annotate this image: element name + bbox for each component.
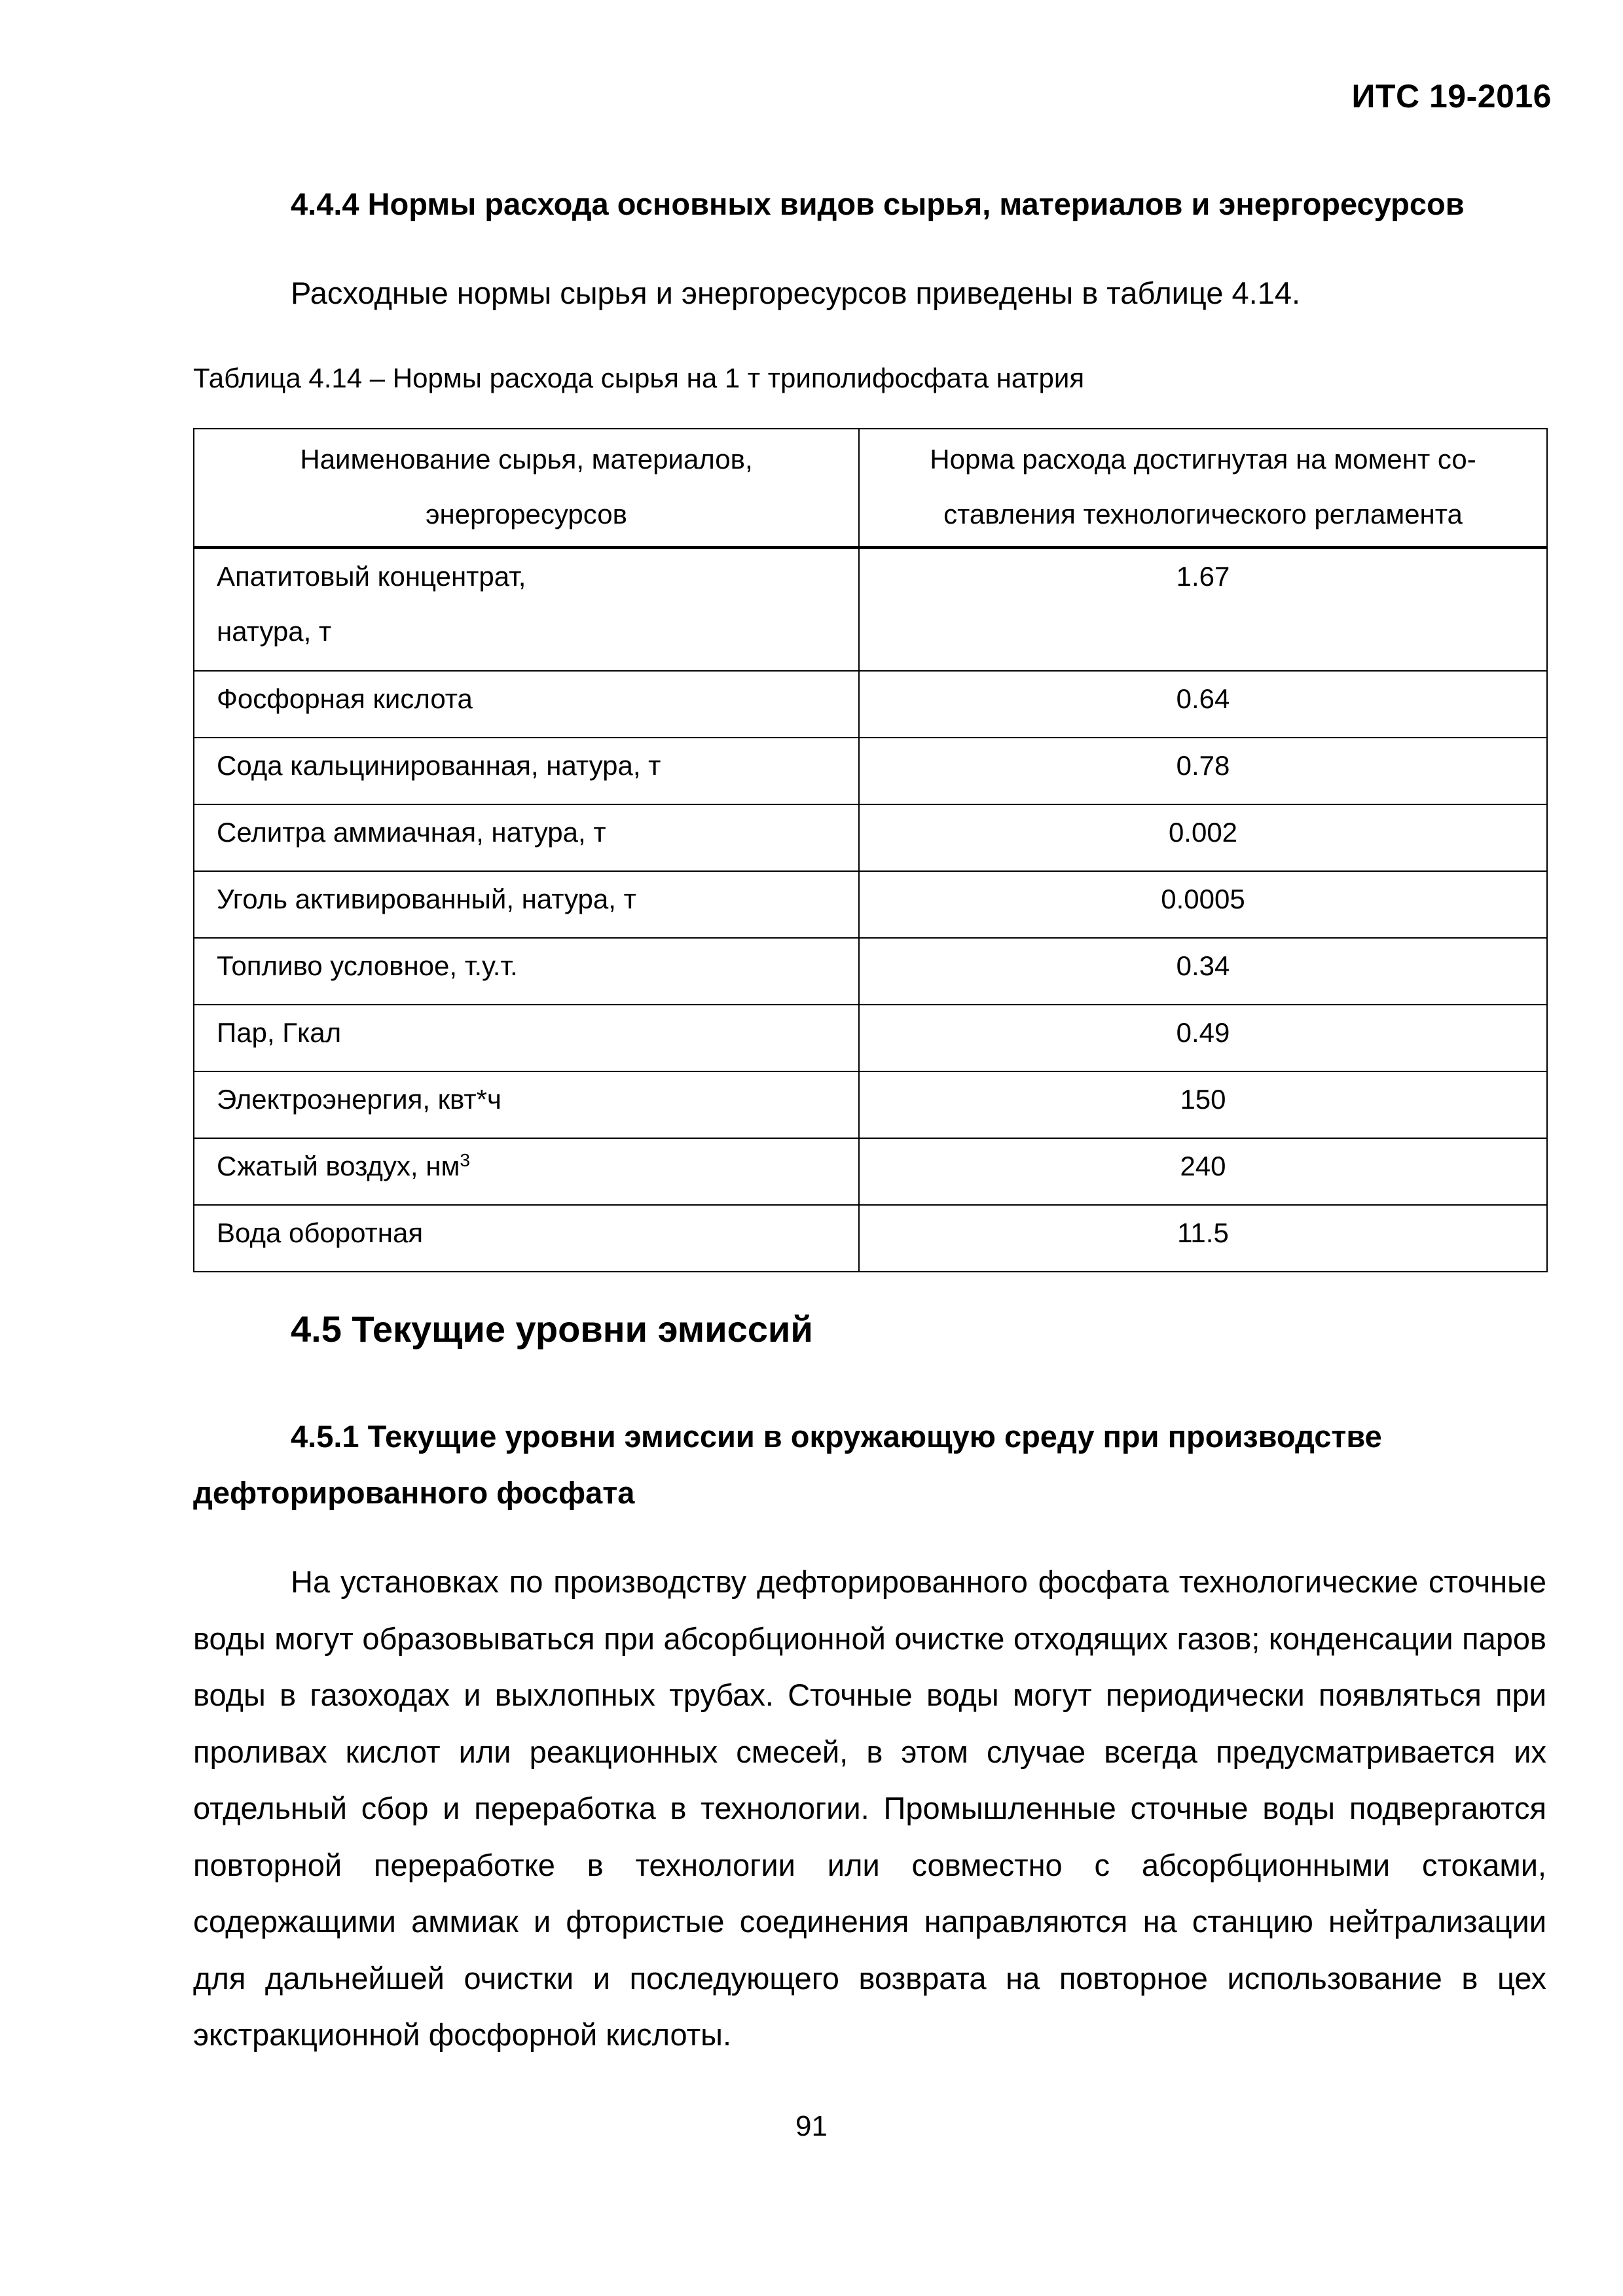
header-text: энергоресурсов [426,499,627,529]
table-row [194,1138,1547,1205]
norm-value-cell: 0.34 [859,938,1547,1005]
material-name: натура, т [217,616,332,647]
table-row [194,548,1547,672]
material-name-cell: Топливо условное, т.у.т. [194,938,859,1005]
material-name-cell [194,548,859,672]
table-header-row [194,429,1547,548]
norm-value-cell: 240 [859,1138,1547,1205]
material-name-cell [194,1138,859,1205]
intro-paragraph: Расходные нормы сырья и энергоресурсов приведены в таблице 4.14. [291,276,1301,310]
table-row [194,671,1547,738]
norm-value-cell: 0.64 [859,671,1547,738]
section-heading-4-5: 4.5 Текущие уровни эмиссий [291,1308,813,1350]
norm-value-cell: 0.002 [859,804,1547,871]
consumption-norms-table [193,428,1548,1272]
norm-value-cell: 11.5 [859,1205,1547,1272]
table-row [194,871,1547,938]
material-name-cell: Фосфорная кислота [194,671,859,738]
norm-value-cell: 0.0005 [859,871,1547,938]
table-row [194,1005,1547,1071]
section-heading-4-5-1: 4.5.1 Текущие уровни эмиссии в окружающую среду при производстве дефторированного фосфата [193,1419,1382,1510]
header-cell-norm [859,429,1547,548]
header-text: Норма расхода достигнутая на момент со- [930,444,1476,475]
header-text: ставления технологического регламента [943,499,1463,529]
material-name-cell: Электроэнергия, квт*ч [194,1071,859,1138]
body-paragraph: На установках по производству дефторированного фосфата технологические сточные воды могут образовываться при абсорбционной очистке отходящих газов; конденсации паров воды в газоходах и выхлопных трубах. Сточные воды могут периодически появляться при проливах кислот или реакционных смесей, в этом случае всегда предусматривается их отдельный сбор и переработка в технологии. Промышленные сточные воды подвергаются повторной переработке в технологии или совместно с абсорбционными стоками, содержащими аммиак и фтористые соединения направляются на станцию нейтрализации для дальнейшей очистки и последующего возврата на повторное использование в цех экстракционной фосфорной кислоты. [193,1564,1546,2052]
section-heading-4-4-4: 4.4.4 Нормы расхода основных видов сырья, материалов и энергоресурсов [291,187,1465,221]
material-name-cell: Пар, Гкал [194,1005,859,1071]
table-row [194,738,1547,804]
document-code: ИТС 19-2016 [1351,78,1552,115]
norm-value-cell: 0.49 [859,1005,1547,1071]
superscript-unit: 3 [460,1150,470,1170]
material-name: Апатитовый концентрат, [217,561,526,592]
table-row [194,1071,1547,1138]
table-row [194,938,1547,1005]
table-caption: Таблица 4.14 – Нормы расхода сырья на 1 т триполифосфата натрия [193,363,1085,393]
header-cell-material [194,429,859,548]
header-text: Наименование сырья, материалов, [300,444,753,475]
page-number: 91 [795,2110,828,2142]
norm-value-cell: 0.78 [859,738,1547,804]
material-name-cell: Селитра аммиачная, натура, т [194,804,859,871]
table-row [194,804,1547,871]
material-name-cell: Сода кальцинированная, натура, т [194,738,859,804]
material-name: Сжатый воздух, нм [217,1151,460,1181]
norm-value-cell: 150 [859,1071,1547,1138]
material-name-cell: Вода оборотная [194,1205,859,1272]
material-name-cell: Уголь активированный, натура, т [194,871,859,938]
norm-value-cell: 1.67 [859,548,1547,672]
table-row [194,1205,1547,1272]
